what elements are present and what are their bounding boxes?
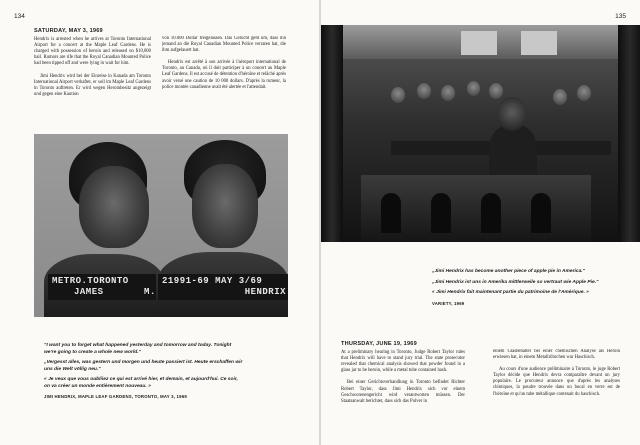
quote-source: VARIETY, 1969 [432,300,465,306]
courtroom-window-1 [461,31,497,55]
quote-de: „Vergesst alles, was gestern und morgen und heute passiert ist. Heute erschaffen wir uns die Welt völlig neu." [44,360,243,372]
railing-arch [531,193,551,233]
quote-en: „Jimi Hendrix has become another piece of apple pie in America." [432,269,585,274]
entry-paragraph-fr: Hendrix est arrêté à son arrivée à l'aéroport international de Toronto, au Canada, où il doit participer à un concert au Maple Leaf Gardens. Il est accusé de détention d'héroïne et relâché après avoir versé une caution de 10 000 dollars. D'après la rumeur, la police montée canadienne avait été alertée et l'attendait. [162,60,286,90]
entry-heading: SATURDAY, MAY 3, 1969 [34,28,103,34]
mugshot-face-profile [79,166,149,248]
spectator-head [417,83,431,99]
entry-column-1 [34,28,151,133]
courtroom-window-2 [521,31,557,55]
page-number-left: 134 [14,13,25,20]
entry-paragraph-en: Hendrix is arrested when he arrives at Toronto International Airport for a concert at the Maple Leaf Gardens. He is charged with possession of heroin and released on $10,000 bail. Rumors are rife that the Royal Canadian Mounted Police had been tipped off and were lying in wait for him. [34,37,151,67]
mugshot-photo [34,134,288,317]
placard-left-line-1: METRO.TORONTO [52,276,129,286]
mugshot-face-frontal [192,164,258,248]
entry-paragraph-de-cont: einem Glasbehälter bei einer chemischen Analyse als Heroin erwiesen hat, in einem Metallröhrchen war Haschisch. [493,349,620,361]
pull-quote-left [44,343,244,401]
spectator-head [441,85,455,101]
defendant-head [497,97,527,131]
courtroom-pillar-left [321,25,343,242]
entry-column-3 [341,341,465,441]
entry-paragraph-fr: Au cours d'une audience préliminaire à Toronto, le juge Robert Taylor décide que Hendrix devra comparaître devant un jury populaire. Le procureur annonce que d'après les analyses chimiques, la poudre trouvée dans un bocal en verre est de l'héroïne et qu'un tube métallique contenait du haschisch. [493,367,620,397]
left-page [0,0,319,445]
spectator-head [391,87,405,103]
mugshot-placard-left [48,274,156,300]
quote-source: JIMI HENDRIX, MAPLE LEAF GARDENS, TORONTO, MAY 3, 1969 [44,394,187,399]
entry-column-2 [162,36,286,133]
placard-left-line-2: JAMES [74,287,104,297]
entry-paragraph-de: Jimi Hendrix wird bei der Einreise in Kanada am Toronto International Airport verhaftet, er soll im Maple Leaf Gardens in Toronto auftreten. Er wird wegen Heroinbesitz angezeigt und gegen eine Kaution [34,73,151,97]
entry-paragraph-de-cont: von 10.000 Dollar freigelassen. Das Gerücht geht um, dass ihn jemand an die Royal Canadian Mounted Police verraten hat, die ihm aufgelauert hat. [162,36,286,54]
entry-column-4 [493,349,620,441]
railing-arch [481,193,501,233]
courtroom-photo [321,25,640,242]
railing-arch [381,193,401,233]
mugshot-placard-right [144,274,288,300]
spectator-head [467,81,480,96]
entry-paragraph-en: At a preliminary hearing in Toronto, Judge Robert Taylor rules that Hendrix will have to stand jury trial. The state prosecutor revealed that chemical analysis showed that powder found in a glass jar to be heroin, while a metal tube contained hash. [341,350,465,374]
placard-right-line-2: HENDRIX [244,287,286,297]
pull-quote-right [432,269,622,307]
spectator-head [553,89,567,105]
courtroom-pillar-right [618,25,640,242]
entry-paragraph-de: Bei einer Gerichtsverhandlung in Toronto befindet Richter Robert Taylor, dass Jimi Hendrix sich vor einem Geschworenengericht wird verantworten müssen. Der Staatsanwalt berichtet, dass sich das Pulver in [341,380,465,404]
quote-fr: « Je veux que vous oubliiez ce qui est arrivé hier, et demain, et aujourd'hui. Ce soir, on va créer un monde entièrement nouveau. » [44,377,238,389]
placard-right-line-1: 21991-69 MAY 3/69 [162,276,263,286]
spectator-head [577,85,591,101]
entry-heading: THURSDAY, JUNE 19, 1969 [341,341,417,347]
right-page [321,0,640,445]
quote-fr: « Jimi Hendrix fait maintenant partie du patrimoine de l'Amérique. » [432,290,589,295]
railing-arch [431,193,451,233]
quote-en: "I want you to forget what happened yesterday and tomorrow and today. Tonight we're going to create a whole new world." [44,343,232,355]
placard-left-line-3: M. [144,287,156,297]
page-number-right: 135 [615,13,626,20]
quote-de: „Jimi Hendrix ist uns in Amerika mittlerweile so vertraut wie Apple Pie." [432,279,599,285]
spectator-head [489,83,503,99]
